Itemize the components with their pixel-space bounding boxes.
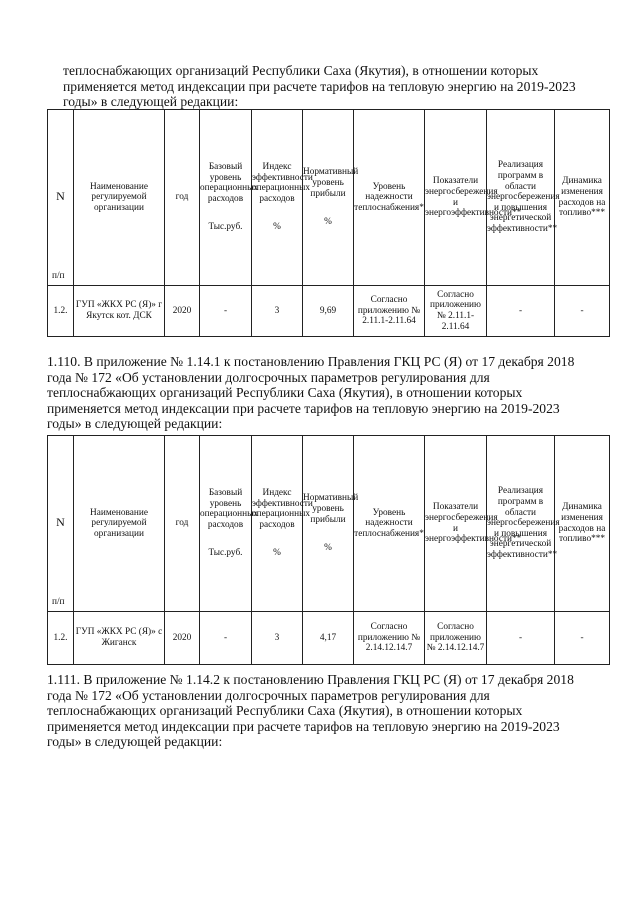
header-cell-index <box>252 436 313 612</box>
cell-norm: 4,17 <box>303 612 354 665</box>
header-base-unit: Тыс.руб. <box>208 548 243 559</box>
header-index-unit: % <box>273 222 281 233</box>
header-cell-reliability <box>354 436 425 612</box>
cell-energy: Согласно приложению № 2.14.12.14.7 <box>425 612 487 665</box>
cell-dynamics: - <box>555 612 610 665</box>
header-base: Базовый уровень операционных расходов <box>200 488 258 530</box>
cell-year: 2020 <box>165 612 200 665</box>
cell-programs: - <box>487 286 555 337</box>
table-header-row <box>48 436 610 612</box>
cell-reliability: Согласно приложению № 2.11.1-2.11.64 <box>354 286 425 337</box>
table-row <box>48 286 610 337</box>
cell-n: 1.2. <box>48 286 74 337</box>
header-programs: Реализация программ в области энергосбережения и повышения энергетической эффективности** <box>487 160 560 234</box>
header-index-unit: % <box>273 548 281 559</box>
header-norm: Нормативный уровень прибыли <box>303 493 359 525</box>
cell-energy: Согласно приложению № 2.11.1-2.11.64 <box>425 286 487 337</box>
text-line: годы» в следующей редакции: <box>47 416 223 432</box>
header-np: п/п <box>52 597 65 608</box>
header-cell-index <box>252 110 313 286</box>
header-cell-energy <box>425 110 522 286</box>
text-line: применяется метод индексации при расчете тарифов на тепловую энергию на 2019-2023 <box>47 718 560 734</box>
cell-index: 3 <box>252 612 303 665</box>
header-year: год <box>175 192 189 203</box>
header-reliability: Уровень надежности теплоснабжения* <box>354 507 424 539</box>
text-line: годы» в следующей редакции: <box>47 734 223 750</box>
header-n: N <box>56 189 65 204</box>
text-line: 1.110. В приложение № 1.14.1 к постановлению Правления ГКЦ РС (Я) от 17 декабря 2018 <box>47 354 575 369</box>
cell-organization: ГУП «ЖКХ РС (Я)» г Якутск кот. ДСК <box>74 286 165 337</box>
header-cell-programs <box>487 110 560 286</box>
header-cell-reliability <box>354 110 425 286</box>
text-line: теплоснабжающих организаций Республики Саха (Якутия), в отношении которых <box>47 385 523 401</box>
header-programs: Реализация программ в области энергосбережения и повышения энергетической эффективности** <box>487 486 560 560</box>
text-line: применяется метод индексации при расчете тарифов на тепловую энергию на 2019-2023 <box>47 400 560 416</box>
header-cell-name <box>74 436 165 612</box>
header-dynamics: Динамика изменения расходов на топливо*** <box>558 502 606 545</box>
header-cell-norm <box>303 110 359 286</box>
header-cell-name <box>74 110 165 286</box>
text-line: теплоснабжающих организаций Республики Саха (Якутия), в отношении которых <box>47 703 523 719</box>
header-energy: Показатели энергосбережения и энергоэффективности** <box>425 176 522 219</box>
header-cell-energy <box>425 436 522 612</box>
header-base: Базовый уровень операционных расходов <box>200 162 258 204</box>
header-cell-dynamics <box>555 110 610 286</box>
cell-reliability: Согласно приложению № 2.14.12.14.7 <box>354 612 425 665</box>
header-np: п/п <box>52 271 65 282</box>
text-line: годы» в следующей редакции: <box>63 94 239 110</box>
text-line: теплоснабжающих организаций Республики Саха (Якутия), в отношении которых <box>63 63 539 78</box>
header-n: N <box>56 515 65 530</box>
header-cell-n <box>48 110 74 286</box>
header-cell-base <box>200 436 258 612</box>
header-dynamics: Динамика изменения расходов на топливо*** <box>558 176 606 219</box>
text-line: применяется метод индексации при расчете тарифов на тепловую энергию на 2019-2023 <box>63 78 576 94</box>
header-norm: Нормативный уровень прибыли <box>303 167 359 199</box>
cell-n: 1.2. <box>48 612 74 665</box>
header-name: Наименование регулируемой организации <box>90 181 148 213</box>
header-cell-base <box>200 110 258 286</box>
cell-programs: - <box>487 612 555 665</box>
cell-dynamics: - <box>555 286 610 337</box>
header-cell-year <box>165 110 200 286</box>
header-reliability: Уровень надежности теплоснабжения* <box>354 181 424 213</box>
text-line: года № 172 «Об установлении долгосрочных параметров регулирования для <box>47 687 490 703</box>
header-cell-norm <box>303 436 359 612</box>
paragraph-1-110 <box>47 354 607 432</box>
cell-index: 3 <box>252 286 303 337</box>
paragraph-continuation <box>63 63 623 110</box>
header-base-unit: Тыс.руб. <box>208 222 243 233</box>
text-line: 1.111. В приложение № 1.14.2 к постановлению Правления ГКЦ РС (Я) от 17 декабря 2018 <box>47 672 574 687</box>
cell-organization: ГУП «ЖКХ РС (Я)» с Жиганск <box>74 612 165 665</box>
cell-base: - <box>200 612 252 665</box>
header-energy: Показатели энергосбережения и энергоэффективности** <box>425 502 522 545</box>
header-index: Индекс эффективности операционных расходов <box>252 162 313 204</box>
table-header-row <box>48 110 610 286</box>
header-cell-programs <box>487 436 560 612</box>
header-year: год <box>175 518 189 529</box>
header-name: Наименование регулируемой организации <box>90 507 148 539</box>
header-norm-unit: % <box>324 543 332 554</box>
parameters-table-2 <box>47 435 610 665</box>
paragraph-1-111 <box>47 672 607 750</box>
cell-base: - <box>200 286 252 337</box>
header-cell-year <box>165 436 200 612</box>
header-norm-unit: % <box>324 217 332 228</box>
header-cell-n <box>48 436 74 612</box>
text-line: года № 172 «Об установлении долгосрочных параметров регулирования для <box>47 369 490 385</box>
header-cell-dynamics <box>555 436 610 612</box>
table-row <box>48 612 610 665</box>
parameters-table-1 <box>47 109 610 337</box>
header-index: Индекс эффективности операционных расходов <box>252 488 313 530</box>
cell-year: 2020 <box>165 286 200 337</box>
cell-norm: 9,69 <box>303 286 354 337</box>
